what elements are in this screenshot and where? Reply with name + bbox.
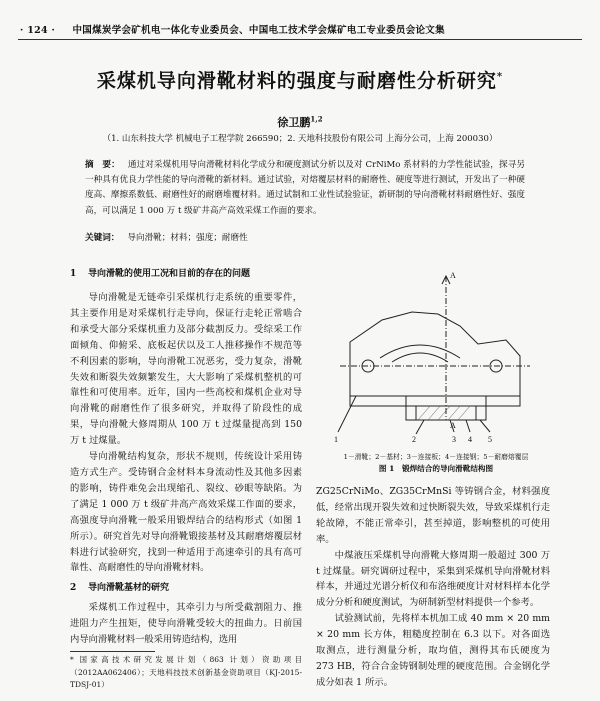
figure-label-5: 5 (488, 435, 492, 444)
journal-title: 中国煤炭学会矿机电一体化专业委员会、中国电工技术学会煤矿电工专业委员会论文集 (72, 25, 445, 36)
affiliation: （1. 山东科技大学 机械电子工程学院 266590；2. 天地科技股份有限公司 上海分公司，上海 200030） (102, 134, 498, 144)
leader-4 (466, 420, 470, 432)
right-para-3: 试验测试前，先将样本机加工成 40 mm × 20 mm × 20 mm 长方体，粗糙度控制在 6.3 以下。对各面选取测点，进行测量分析，取均值，测得其布氏硬度为 273 HB，符合合金铸钢制处理的硬度范围。合金钢化学成分如表 1 所示。 (316, 613, 550, 688)
wear-layer-hatching (418, 406, 470, 420)
running-header (20, 22, 580, 36)
title-footnote-mark: * (496, 71, 504, 83)
right-para-continued: ZG25CrNiMo、ZG35CrMnSi 等铸钢合金，材料强度低，经常出现开裂失效和过快断裂失效，导致采煤机行走轮故障，不能正常牵引，甚至掉道，影响整机的可使用率。 (316, 486, 550, 545)
figure-label-a-bottom: A (450, 421, 456, 430)
section-2-body (70, 600, 302, 648)
header-rule (18, 39, 582, 40)
author-affil-mark: 1,2 (310, 114, 323, 124)
page-number: · 124 · (20, 25, 56, 36)
slipper-arch-inner (392, 353, 448, 362)
leader-1 (338, 396, 356, 432)
leader-5 (480, 420, 490, 432)
figure-1-legend: 1－滑靴；2－基材；3－连接板；4－连接钢；5－耐磨熔覆层 (343, 453, 529, 461)
figure-label-1: 1 (334, 435, 338, 444)
section-1-heading (70, 266, 302, 279)
keywords-text: 导向滑靴；材料；强度；耐磨性 (127, 233, 248, 243)
footnote: * 国家高技术研究发展计划（863 计划）资助项目（2012AA062406）；天地科技技术创新基金资助项目（KJ-2015-TDSJ-01） (70, 655, 302, 689)
section-2-number: 2 (70, 583, 77, 593)
right-para-2: 中煤液压采煤机导向滑靴大修周期一般超过 300 万 t 过煤量。研究调研过程中，采集到采煤机导向滑靴材料样本，并通过光谱分析仪和布洛维硬度计对材料样本化学成分分析和硬度测试，为研制新型材料提供一个参考。 (316, 549, 550, 609)
slipper-arch (380, 345, 460, 358)
leader-2 (416, 420, 424, 434)
section-1-title: 导向滑靴的使用工况和目前的存在的问题 (88, 269, 251, 279)
section-1-para-2: 导向滑靴结构复杂，形状不规则，传统设计采用铸造方式生产。受铸钢合金材料本身流动性及其他多因素的影响，铸件难免会出现缩孔、裂纹、砂眼等缺陷。为了满足 1 000 万 t 级矿井高产高效采煤工作面的要求，高强度导向滑靴一般采用锻焊结合的结构形式（如图 1 所示）。研究首先对导向滑靴锻接基材及其耐磨熔覆层材料进行试验研究，找到一种适用于高速牵引的具有高可靠性、高耐磨性的导向滑靴材料。 (70, 451, 302, 574)
right-column-body (316, 484, 550, 691)
figure-label-4: 4 (468, 435, 472, 444)
figure-label-2: 2 (412, 435, 416, 444)
figure-label-3: 3 (452, 435, 456, 444)
keywords-label: 关键词： (85, 233, 120, 243)
figure-1-drawing (320, 270, 550, 446)
abstract-text: 通过对采煤机用导向滑靴材料化学成分和硬度测试分析以及对 CrNiMo 系材料的力学性能试验，探寻另一种具有优良力学性能的导向滑靴的新材料。通过试验，对熔覆层材料的耐磨性、硬度等进行测试，开发出了一种硬度高、摩擦系数低、耐磨性好的耐磨堆覆材料。通过试制和工业性试验验证，新研制的导向滑靴材料耐磨性好、强度高，可以满足 1 000 万 t 级矿井高产高效采煤工作面的要求。 (85, 160, 525, 216)
abstract-label: 摘 要： (85, 160, 120, 170)
section-1-body (70, 290, 302, 576)
section-2-para-1: 采煤机工作过程中，其牵引力与所受截割阻力、推进阻力产生扭矩，使导向滑靴受较大的扭曲力。日前国内导向滑靴材料一般采用铸造结构，选用 (70, 602, 302, 645)
figure-label-a-top: A (450, 271, 456, 280)
section-2-heading (70, 580, 302, 593)
paper-title-text: 采煤机导向滑靴材料的强度与耐磨性分析研究 (96, 70, 497, 92)
slipper-body-outline (350, 312, 520, 396)
section-1-para-1: 导向滑靴是无链牵引采煤机行走系统的重要零件，其主要作用是对采煤机行走导向，保证行走轮正常啮合和承受大部分采煤机重力及部分截割反力。受综采工作面倾角、仰俯采、底板起伏以及工人推移操作不规范等不利因素的影响，导向滑靴工况恶劣，受力复杂，滑靴失效和断裂失效频繁发生，大大影响了采煤机整机的可靠性和可使用率。近年，国内一些高校和煤机企业对导向滑靴的耐磨性作了很多研究，并取得了阶段性的成果，导向滑靴大修周期从 100 万 t 过煤量提高到 150 万 t 过煤量。 (70, 292, 302, 447)
keywords (85, 231, 525, 243)
abstract (85, 158, 525, 219)
paper-title (0, 66, 600, 93)
base-plate (350, 396, 520, 406)
figure-1-caption: 图 1 锻焊结合的导向滑靴结构图 (378, 464, 494, 473)
section-2-title: 导向滑靴基材的研究 (88, 583, 170, 593)
section-1-number: 1 (70, 269, 77, 279)
footnote-rule (70, 651, 155, 652)
author-name: 徐卫鹏 (277, 116, 311, 129)
author (0, 114, 600, 130)
